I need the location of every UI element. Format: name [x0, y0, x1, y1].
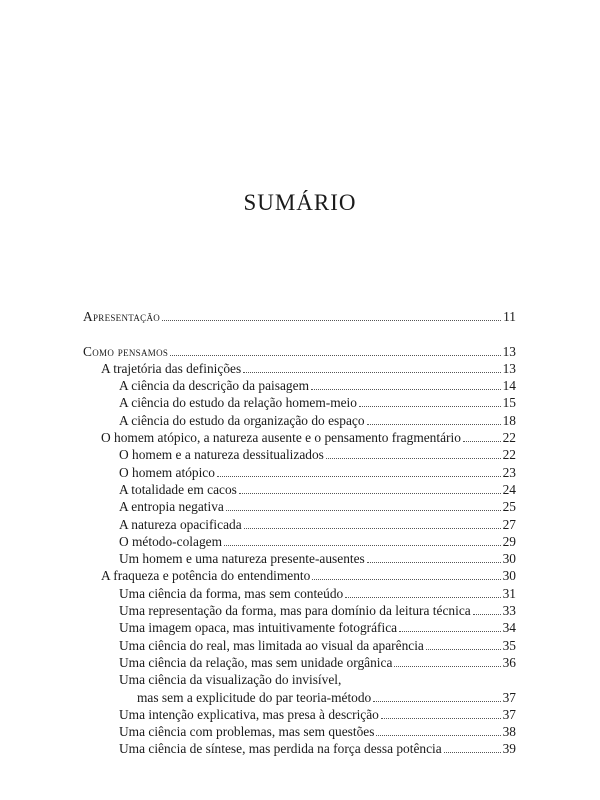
toc-page-number: 27 [502, 516, 516, 532]
toc-entry [83, 654, 516, 671]
toc-entry-title: A ciência da descrição da paisagem [119, 378, 309, 394]
toc-entry-title: O homem atópico, a natureza ausente e o pensamento fragmentário [101, 430, 461, 446]
dot-leader [359, 406, 501, 407]
toc-entry-title: O homem atópico [119, 464, 215, 480]
dot-leader [312, 579, 500, 580]
toc-entry [83, 533, 516, 550]
toc-spacer [83, 325, 516, 342]
toc-entry-title: Como pensamos [83, 343, 169, 359]
toc-entry-title: O método-colagem [119, 533, 222, 549]
dot-leader [426, 649, 501, 650]
toc-entry [83, 515, 516, 532]
toc-entry [83, 688, 516, 705]
toc-page-number: 34 [502, 620, 516, 636]
toc-entry [83, 567, 516, 584]
toc-entry [83, 342, 516, 359]
toc-entry [83, 446, 516, 463]
toc-entry-title: Uma ciência do real, mas limitada ao visual da aparência [119, 637, 424, 653]
toc-entry [83, 671, 516, 688]
toc-page-number: 35 [502, 637, 516, 653]
dot-leader [381, 718, 501, 719]
dot-leader [399, 631, 500, 632]
dot-leader [217, 476, 501, 477]
toc-entry [83, 706, 516, 723]
toc-page-number: 31 [502, 585, 516, 601]
toc-entry-title: A ciência do estudo da organização do espaço [119, 412, 365, 428]
toc-entry-title: Uma ciência da visualização do invisível, [119, 672, 342, 688]
toc-page-number: 13 [502, 343, 516, 359]
toc-entry [83, 636, 516, 653]
toc-entry [83, 360, 516, 377]
toc-page-number: 36 [502, 654, 516, 670]
toc-page-number: 18 [502, 412, 516, 428]
toc-page-number: 22 [502, 447, 516, 463]
toc-entry [83, 584, 516, 601]
toc-entry [83, 602, 516, 619]
dot-leader [311, 389, 501, 390]
toc-page-number: 25 [502, 499, 516, 515]
dot-leader [394, 666, 500, 667]
toc-entry [83, 463, 516, 480]
toc-entry [83, 481, 516, 498]
toc-page-number: 37 [502, 689, 516, 705]
dot-leader [243, 372, 500, 373]
dot-leader [162, 320, 501, 321]
toc-entry-title: A trajetória das definições [101, 360, 242, 376]
toc-entry [83, 550, 516, 567]
table-of-contents [83, 308, 516, 757]
toc-page-number: 14 [502, 378, 516, 394]
toc-entry-title: A fraqueza e potência do entendimento [101, 568, 311, 584]
toc-entry [83, 498, 516, 515]
toc-entry-title: A natureza opacificada [119, 516, 242, 532]
toc-entry-title: Um homem e uma natureza presente-ausentes [119, 551, 365, 567]
toc-entry-title: A entropia negativa [119, 499, 224, 515]
toc-entry [83, 308, 516, 325]
dot-leader [463, 441, 501, 442]
toc-entry-title: O homem e a natureza dessitualizados [119, 447, 324, 463]
toc-entry [83, 723, 516, 740]
toc-page-number: 15 [502, 395, 516, 411]
toc-entry [83, 429, 516, 446]
toc-page-number: 33 [502, 603, 516, 619]
toc-page-number: 38 [502, 724, 516, 740]
toc-entry [83, 394, 516, 411]
toc-entry [83, 377, 516, 394]
dot-leader [170, 355, 500, 356]
dot-leader [345, 597, 500, 598]
toc-entry-title: Uma ciência com problemas, mas sem questões [119, 724, 375, 740]
toc-page-number: 39 [502, 741, 516, 757]
toc-page-number: 37 [502, 706, 516, 722]
toc-page-number: 11 [503, 309, 516, 325]
dot-leader [239, 493, 501, 494]
dot-leader [224, 545, 501, 546]
toc-page-number: 22 [502, 430, 516, 446]
toc-entry-title: Uma representação da forma, mas para domínio da leitura técnica [119, 603, 471, 619]
dot-leader [226, 510, 501, 511]
toc-entry-title: Uma imagem opaca, mas intuitivamente fotográfica [119, 620, 398, 636]
dot-leader [367, 424, 501, 425]
toc-entry [83, 740, 516, 757]
toc-page-number: 29 [502, 533, 516, 549]
dot-leader [244, 528, 501, 529]
dot-leader [473, 614, 501, 615]
toc-entry-title: Uma ciência da relação, mas sem unidade orgânica [119, 654, 393, 670]
toc-entry-title: A totalidade em cacos [119, 481, 237, 497]
dot-leader [373, 701, 500, 702]
toc-entry-title: Apresentação [83, 309, 161, 325]
toc-page-number: 24 [502, 481, 516, 497]
toc-page-number: 13 [502, 360, 516, 376]
toc-entry-title: Uma intenção explicativa, mas presa à descrição [119, 706, 379, 722]
page-title: SUMÁRIO [243, 190, 357, 215]
dot-leader [376, 735, 500, 736]
toc-entry-title: Uma ciência de síntese, mas perdida na força dessa potência [119, 741, 442, 757]
toc-entry-title: mas sem a explicitude do par teoria-método [137, 689, 372, 705]
dot-leader [367, 562, 501, 563]
toc-page-number: 23 [502, 464, 516, 480]
toc-entry-title: A ciência do estudo da relação homem-meio [119, 395, 357, 411]
toc-entry-title: Uma ciência da forma, mas sem conteúdo [119, 585, 344, 601]
toc-entry [83, 619, 516, 636]
toc-entry [83, 411, 516, 428]
dot-leader [444, 752, 501, 753]
toc-page-number: 30 [502, 568, 516, 584]
dot-leader [326, 458, 501, 459]
toc-page-number: 30 [502, 551, 516, 567]
